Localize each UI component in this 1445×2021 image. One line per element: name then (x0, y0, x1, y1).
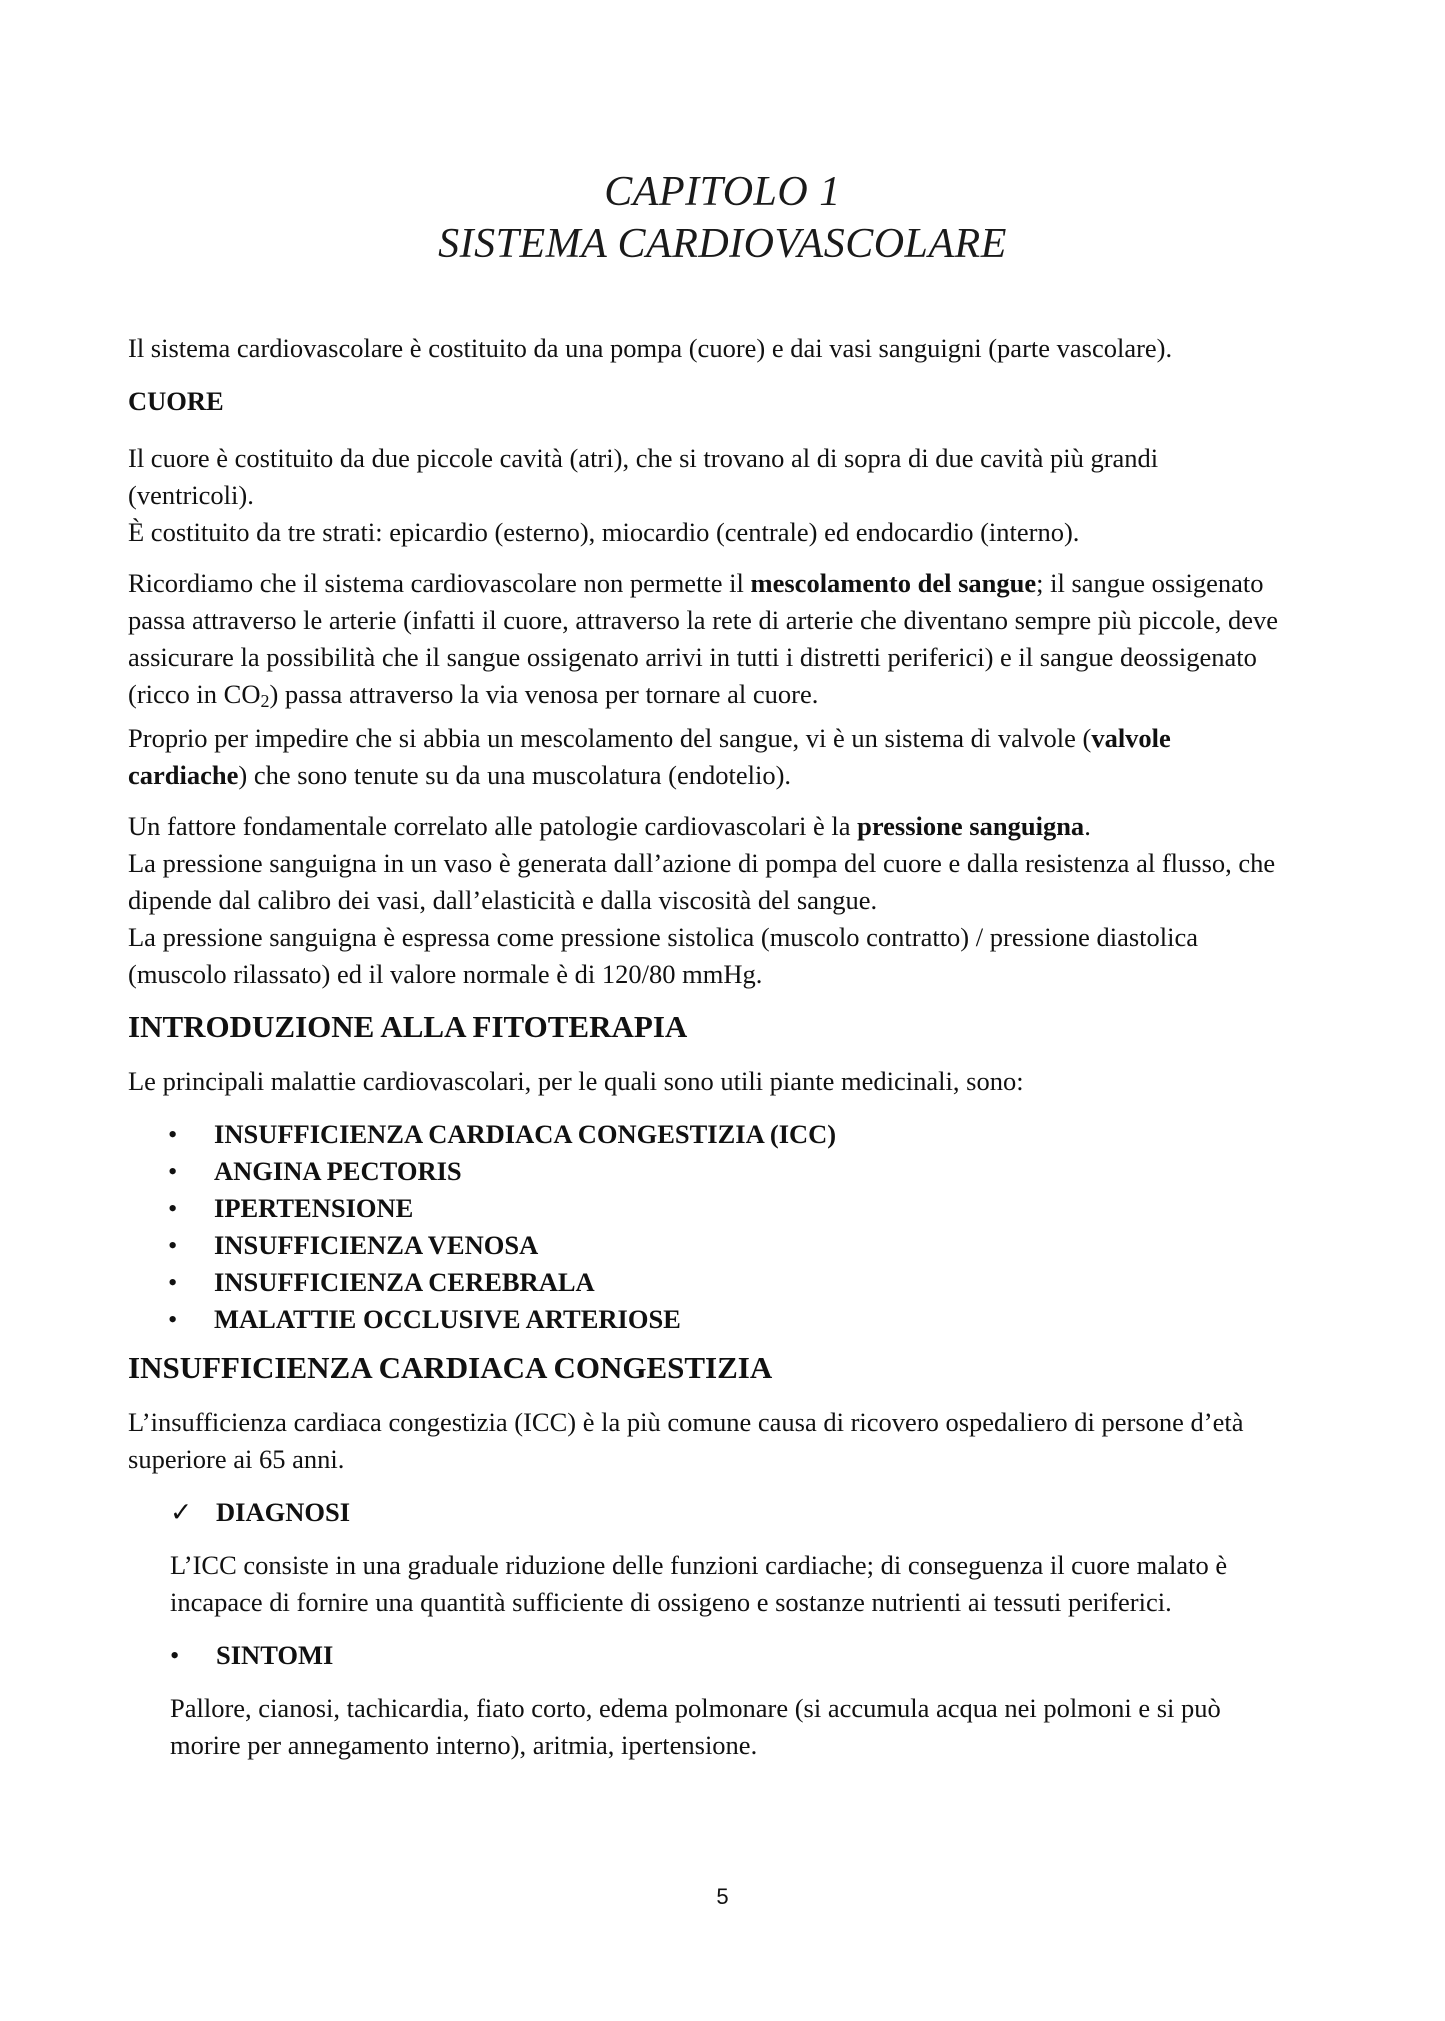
sintomi-block (170, 1637, 1288, 1764)
subscript-2: 2 (260, 691, 270, 711)
section-heading-fitoterapia: INTRODUZIONE ALLA FITOTERAPIA (128, 1009, 688, 1044)
bold-valvole: valvole cardiache (128, 723, 1171, 790)
bold-mescolamento: mescolamento del sangue (750, 568, 1037, 598)
cuore-paragraph-2 (128, 565, 1288, 794)
bullet-icon: • (168, 1156, 178, 1186)
cuore-text-5: La pressione sanguigna in un vaso è generata dall’azione di pompa del cuore e dalla resistenza al flusso, che dipende dal calibro dei vasi, dall’elasticità e dalla viscosità del sangue. (128, 848, 1276, 915)
cuore-text-1: Il cuore è costituito da due piccole cavità (atri), che si trovano al di sopra di due cavità più grandi (ventricoli). (128, 443, 1159, 510)
intro-paragraph: Il sistema cardiovascolare è costituito da una pompa (cuore) e dai vasi sanguigni (parte vascolare). (128, 333, 1173, 363)
bullet-icon: • (168, 1119, 178, 1149)
diagnosi-block (170, 1494, 1288, 1621)
bullet-icon: • (168, 1230, 178, 1260)
bullet-icon: • (168, 1267, 178, 1297)
bullet-icon: • (170, 1640, 180, 1670)
diagnosi-text: L’ICC consiste in una graduale riduzione delle funzioni cardiache; di conseguenza il cuore malato è incapace di fornire una quantità sufficiente di ossigeno e sostanze nutrienti ai tessuti periferici. (170, 1550, 1228, 1617)
sintomi-heading: • SINTOMI (170, 1637, 1288, 1674)
chapter-title: SISTEMA CARDIOVASCOLARE (438, 221, 1007, 267)
bullet-icon: • (168, 1304, 178, 1334)
chapter-number: CAPITOLO 1 (604, 169, 841, 215)
cuore-text-1b: È costituito da tre strati: epicardio (esterno), miocardio (centrale) ed endocardio (interno). (128, 517, 1080, 547)
bold-pressione: pressione sanguigna (857, 811, 1085, 841)
diagnosi-heading: ✓ DIAGNOSI (170, 1494, 1288, 1531)
section-heading-cuore: CUORE (128, 386, 224, 416)
list-item: • INSUFFICIENZA VENOSA (168, 1227, 1288, 1264)
checkmark-icon: ✓ (170, 1497, 193, 1527)
list-item: • INSUFFICIENZA CEREBRALA (168, 1264, 1288, 1301)
cuore-text-2b: ; il sangue ossigenato passa attraverso le arterie (infatti il cuore, attraverso la rete di arterie che diventano sempre più piccole, deve assicurare la possibilità che il sangue ossigenato arrivi in tutti i distretti periferici) e il sangue deossigenato (ricco in CO (128, 568, 1278, 709)
page-number: 5 (716, 1884, 729, 1909)
list-item: • ANGINA PECTORIS (168, 1153, 1288, 1190)
cuore-text-4a: Un fattore fondamentale correlato alle patologie cardiovascolari è la (128, 811, 858, 841)
cuore-text-4b: . (1084, 811, 1091, 841)
page-body (128, 330, 1288, 1780)
disease-list (168, 1116, 1288, 1338)
bullet-icon: • (168, 1193, 178, 1223)
section-heading-icc: INSUFFICIENZA CARDIACA CONGESTIZIA (128, 1350, 773, 1385)
cuore-text-2c: ) passa attraverso la via venosa per tornare al cuore. (269, 679, 819, 709)
icc-intro: L’insufficienza cardiaca congestizia (ICC) è la più comune causa di ricovero ospedaliero di persone d’età superiore ai 65 anni. (128, 1407, 1244, 1474)
cuore-paragraph-3 (128, 808, 1288, 993)
list-item: • MALATTIE OCCLUSIVE ARTERIOSE (168, 1301, 1288, 1338)
cuore-text-3a: Proprio per impedire che si abbia un mescolamento del sangue, vi è un sistema di valvole ( (128, 723, 1092, 753)
cuore-text-2a: Ricordiamo che il sistema cardiovascolare non permette il (128, 568, 751, 598)
fitoterapia-lead: Le principali malattie cardiovascolari, per le quali sono utili piante medicinali, sono: (128, 1066, 1024, 1096)
cuore-text-3b: ) che sono tenute su da una muscolatura (endotelio). (238, 760, 792, 790)
list-item: • IPERTENSIONE (168, 1190, 1288, 1227)
sintomi-text: Pallore, cianosi, tachicardia, fiato corto, edema polmonare (si accumula acqua nei polmoni e si può morire per annegamento interno), aritmia, ipertensione. (170, 1693, 1221, 1760)
list-item: • INSUFFICIENZA CARDIACA CONGESTIZIA (ICC) (168, 1116, 1288, 1153)
cuore-paragraph-1 (128, 440, 1288, 551)
cuore-text-6: La pressione sanguigna è espressa come pressione sistolica (muscolo contratto) / pressione diastolica (muscolo rilassato) ed il valore normale è di 120/80 mmHg. (128, 922, 1199, 989)
